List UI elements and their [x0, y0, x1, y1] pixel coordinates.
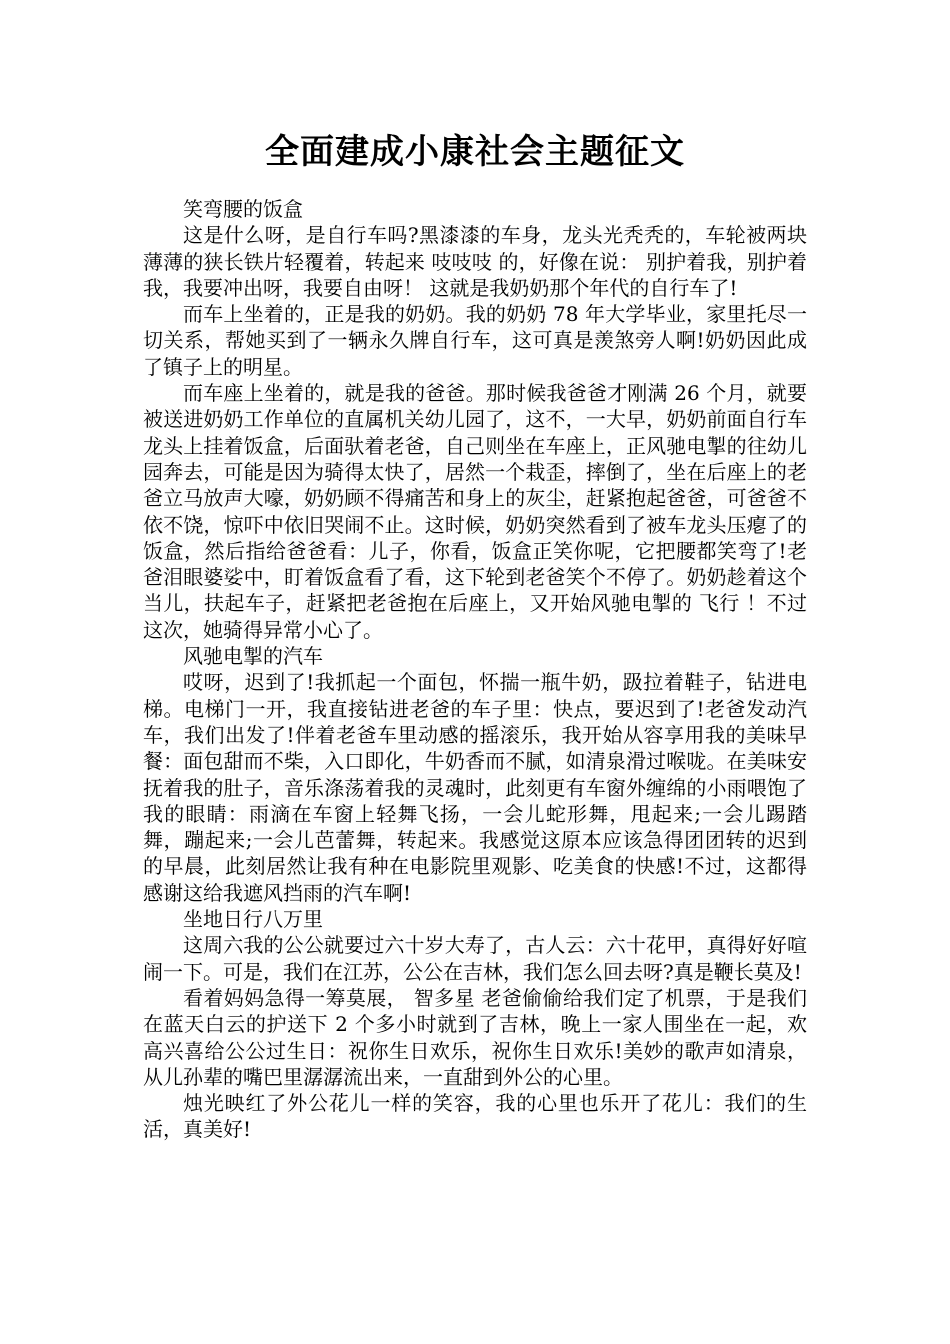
document-title: 全面建成小康社会主题征文 — [265, 132, 685, 172]
section-heading: 坐地日行八万里 — [183, 907, 323, 932]
body-paragraph: 而车座上坐着的，就是我的爸爸。那时候我爸爸才刚满 26 个月，就要被送进奶奶工作单位的直属机关幼儿园了，这不，一大早，奶奶前面自行车龙头上挂着饭盒，后面驮着老爸，自己则坐在车座上，正风驰电掣的往幼儿园奔去，可能是因为骑得太快了，居然一个栽歪，摔倒了，坐在后座上的老爸立马放声大嚎，奶奶顾不得痛苦和身上的灰尘，赶紧抱起爸爸，可爸爸不依不饶，惊吓中依旧哭闹不止。这时候，奶奶突然看到了被车龙头压瘪了的饭盒，然后指给爸爸看：儿子，你看，饭盒正笑你呢，它把腰都笑弯了!老爸泪眼婆娑中，盯着饭盒看了看，这下轮到老爸笑个不停了。奶奶趁着这个当儿，扶起车子，赶紧把老爸抱在后座上，又开始风驰电掣的 飞行 ！不过这次，她骑得异常小心了。 — [143, 381, 807, 642]
body-paragraph: 这是什么呀，是自行车吗?黑漆漆的车身，龙头光秃秃的，车轮被两块薄薄的狭长铁片轻覆着，转起来 吱吱吱 的，好像在说： 别护着我，别护着我，我要冲出呀，我要自由呀！ 这就是我奶奶那个年代的自行车了! — [143, 223, 807, 300]
body-paragraph: 看着妈妈急得一筹莫展， 智多星 老爸偷偷给我们定了机票，于是我们在蓝天白云的护送下 2 个多小时就到了吉林，晚上一家人围坐在一起，欢高兴喜给公公过生日：祝你生日欢乐，祝你生日欢乐!美妙的歌声如清泉，从儿孙辈的嘴巴里潺潺流出来，一直甜到外公的心里。 — [143, 985, 807, 1089]
section-heading: 笑弯腰的饭盒 — [183, 197, 303, 221]
body-paragraph: 这周六我的公公就要过六十岁大寿了，古人云：六十花甲，真得好好喧闹一下。可是，我们在江苏，公公在吉林，我们怎么回去呀?真是鞭长莫及! — [143, 933, 807, 984]
document-body — [143, 196, 807, 1143]
section-heading: 风驰电掣的汽车 — [183, 644, 323, 669]
body-paragraph: 而车上坐着的，正是我的奶奶。我的奶奶 78 年大学毕业，家里托尽一切关系，帮她买到了一辆永久牌自行车，这可真是羡煞旁人啊!奶奶因此成了镇子上的明星。 — [143, 302, 807, 379]
body-paragraph: 烛光映红了外公花儿一样的笑容，我的心里也乐开了花儿：我们的生活，真美好! — [143, 1091, 807, 1142]
body-paragraph: 哎呀，迟到了!我抓起一个面包，怀揣一瓶牛奶，趿拉着鞋子，钻进电梯。电梯门一开，我直接钻进老爸的车子里：快点，要迟到了!老爸发动汽车，我们出发了!伴着老爸车里动感的摇滚乐，我开始从容享用我的美味早餐：面包甜而不柴，入口即化，牛奶香而不腻，如清泉滑过喉咙。在美味安抚着我的肚子，音乐涤荡着我的灵魂时，此刻更有车窗外缠绵的小雨喂饱了我的眼睛：雨滴在车窗上轻舞飞扬，一会儿蛇形舞，甩起来;一会儿踢踏舞，蹦起来;一会儿芭蕾舞，转起来。我感觉这原本应该急得团团转的迟到的早晨，此刻居然让我有种在电影院里观影、吃美食的快感!不过，这都得感谢这给我遮风挡雨的汽车啊! — [143, 670, 807, 905]
